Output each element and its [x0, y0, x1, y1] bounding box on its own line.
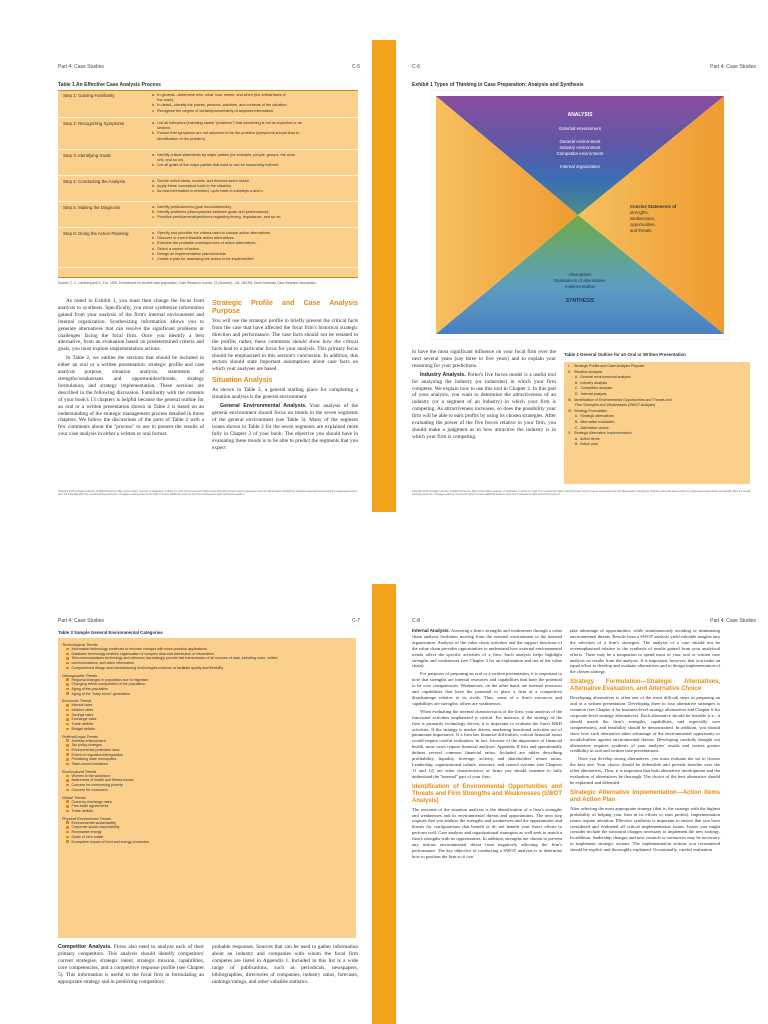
- diagram-label: Alternatives: [568, 272, 592, 277]
- outline-item: V. Strategic Alternative Implementation: [568, 431, 632, 436]
- bullet-icon: [66, 648, 69, 651]
- table-row: [58, 177, 358, 202]
- bullet-icon: [66, 678, 69, 681]
- text-column-right: [212, 944, 358, 987]
- category-item: [62, 788, 352, 793]
- step-item: c. As new information is revealed, cycle back to substeps a and b.: [152, 189, 264, 194]
- paragraph: [412, 372, 556, 441]
- category-item-text: Concern for overcoming poverty: [71, 783, 123, 788]
- text-column-right: [570, 628, 720, 855]
- bullet-icon: [66, 744, 69, 747]
- text-column-right: [212, 296, 358, 453]
- diagram-label: Competitor environment: [556, 151, 604, 156]
- outline-item: D. Internal analysis: [568, 391, 607, 396]
- step-items: [152, 153, 354, 169]
- bullet-icon: [66, 805, 69, 808]
- table-caption: Table 3 Sample General Environmental Categories: [58, 630, 163, 635]
- bullet-icon: [66, 739, 69, 742]
- step-item: e. Design an implementation plan/schedule.: [152, 251, 227, 256]
- category-item-text: Database technology enables organization of complex data and distribution of information: [71, 651, 214, 656]
- category-item-text: Computerized design and manufacturing technologies continue to facilitate quality and flexibility: [71, 665, 224, 670]
- bullet-icon: [66, 758, 69, 761]
- diagram-label: Industry environment: [559, 145, 601, 150]
- step-item: b. Identify problems (discrepancies between goals and performance).: [152, 210, 270, 215]
- step-item: c. Recognize the degree of certainty/uncertainty of acquired information.: [152, 108, 275, 113]
- diagram-label: General environment: [559, 139, 601, 144]
- page-header: [58, 64, 360, 74]
- step-item: d. Select a course of action.: [152, 246, 200, 251]
- copyright-footer: Copyright 2013 Cengage Learning. All Rights Reserved. May not be copied, scanned, or duplicated, in whole or in part. Due to electronic rights, some third party content may be suppressed from the eBook and/or eChapter(s). Editorial review has deemed that any suppressed content does not materially affect the overall learning experience. Cengage Learning reserves the right to remove additional content at any time if subsequent rights restrictions require it.: [58, 490, 358, 497]
- category-item-text: Environmental sustainability: [71, 820, 117, 825]
- step-label: Step 5: Making the Diagnosis: [63, 205, 121, 210]
- section-heading: Identification of Environmental Opportunities and Threats and Firm Strengths and Weaknesses (SWOT Analysis): [412, 783, 562, 804]
- paragraph: Developing alternatives is often one of the most difficult steps in preparing an oral or a written presentation. Developing three to four alternative strategies is common (see Chapter 4 for business-level strategy alternatives and Chapter 6 for corporate-level strategy alternatives). Each alternative should be feasible (i.e., it should match the firm's strengths, capabilities, and especially core competencies), and feasibility should be demonstrated. In addition, you should show how each alternative takes advantage of the environmental opportunity or avoids/buffers against environmental threats. Developing carefully thought out alternatives requires synthesis of your analyses' results and creates greater credibility in oral and written case presentations.: [570, 695, 720, 754]
- text-column-left: [412, 628, 562, 862]
- diagram-label: ANALYSIS: [567, 112, 593, 118]
- step-item: a. Identify critical statements by major parties (for example, people, groups, the work: [152, 153, 295, 157]
- paragraph: After selecting the most appropriate strategy (that is, the strategy with the highest probability of helping your firm in its efforts to earn profits), implementation issues require attention. Effective synthesis is important to ensure that you have considered and evaluated all critical implementation issues. Issues you might consider include the structural changes necessary to implement the new strategy. In addition, leadership changes and new controls or incentives may be necessary to implement strategic actions. The implementation actions you recommend should be explicit and thoroughly explained. Occasionally, careful evaluation: [570, 805, 720, 853]
- step-item: b. Discover or invent feasible action alternatives.: [152, 236, 235, 241]
- outline-item: B. Industry analysis: [568, 380, 608, 385]
- page-c5: [0, 0, 372, 512]
- category-item: [62, 692, 352, 697]
- step-label: Step 2: Recognizing Symptoms: [63, 121, 125, 126]
- diagram-label: weaknesses,: [630, 216, 655, 221]
- paragraph: Once you develop strong alternatives, you must evaluate the set to choose the best one. Your choice should be defensible and provide benefits over the other alternatives. Thus, it is important that both alternative development and the evaluation of alternatives be thorough. The choice of the best alternative should be explained and defended.: [570, 756, 720, 785]
- category-item-text: Extent of regulation/deregulation: [71, 752, 124, 757]
- step-item: a. List all indicators (including stated "problems") that something is not as expected or as: [152, 121, 302, 125]
- category-item: [62, 809, 352, 814]
- step-item: c. Examine the probable consequences of action alternatives.: [152, 241, 257, 246]
- paragraph: probable responses. Sources that can be used to gather information about an industry and companies with whom the focal firm competes are listed in Appendix I. Included in this list is a wide range of publications, such as periodicals, newspapers, bibliographies, directories of companies, industry ratios, forecasts, rankings/ratings, and other valuable statistics.: [212, 944, 358, 985]
- paragraph-text: Firms also need to analyze each of their primary competitors. This analysis should identify competitors' current strategies, strategic intent, strategic mission, capabilities, core competencies, and a competitive response profile (see Chapter 5). This information is useful to the focal firm in formulating an appropriate strategy and in predicting competitors': [58, 944, 204, 985]
- step-items: [152, 205, 354, 221]
- category-item-text: Budget deficits: [71, 726, 96, 731]
- bullet-icon: [66, 810, 69, 813]
- bullet-icon: [66, 667, 69, 670]
- page-header: [58, 618, 360, 628]
- step-items: [152, 121, 354, 142]
- paragraph: As noted in Exhibit 1, you must then change the focus from analysis to synthesis. Specifically, you must synthesize information gained from your analysis of the firm's internal environment and internal organization. Synthesizing information allows you to generate alternatives that can resolve the significant problems or challenges facing the focal firm. Once you identify a best alternative, from an evaluation based on predetermined criteria and goals, you must explore implementation actions.: [58, 298, 204, 353]
- outline-item: IV. Strategy Formulation: [568, 408, 608, 413]
- step-label: Step 1: Gaining Familiarity: [63, 93, 115, 98]
- paragraph: The outcome of the situation analysis is the identification of a firm's strengths and weaknesses and its environmental threats and opportunities. The next step requires that you analyze the strengths and weaknesses and the opportunities and threats for configurations that benefit or do not benefit your firm's efforts to perform well. Case analysts and organizational strategists as well seek to match a firm's strengths with its opportunities. In addition, strengths are chosen to prevent any serious environmental threat from negatively affecting the firm's performance. The key objective of conducting a SWOT analysis is to determine how to position the firm so it can: [412, 806, 562, 859]
- step-item: identification of the problem).: [152, 136, 207, 141]
- category-heading: Global Trends: [62, 795, 86, 800]
- category-heading: Economic Trends: [62, 699, 92, 704]
- paragraph-text: Porter's five forces model is a useful tool for analyzing the industry (or industries) in which your firm competes. We explain how to use this tool in Chapter 2. In this part of your analysis, you want to determine the attractiveness of an industry (or a segment of an industry) in which your firm is competing. As attractiveness increases, so does the possibility your firm will be able to earn profits by using its chosen strategies. After evaluating the power of the five forces relative to your firm, you should make a judgment as to how attractive the industry is in which your firm is competing.: [412, 371, 556, 440]
- bullet-icon: [66, 784, 69, 787]
- header-left: Part 4: Case Studies: [58, 618, 104, 624]
- paragraph: As shown in Table 2, a general starting place for completing a situation analysis is the general environment.: [212, 387, 358, 401]
- bullet-icon: [66, 789, 69, 792]
- bullet-icon: [66, 718, 69, 721]
- outline-item: A. Action items: [568, 436, 600, 441]
- page-separator-vertical-top: [372, 40, 396, 512]
- run-in-heading: Industry Analysis.: [420, 371, 466, 378]
- bullet-icon: [66, 688, 69, 691]
- bullet-icon: [66, 723, 69, 726]
- diagram-label: Concise Statements of: [630, 204, 677, 209]
- step-item: f. Create a plan for assessing the action to be implemented.: [152, 257, 255, 262]
- bullet-icon: [66, 821, 69, 824]
- diagram-label: Evaluations of alternatives: [554, 278, 606, 283]
- step-item: the case).: [152, 98, 174, 103]
- category-item-text: communications, and video information: [71, 661, 134, 666]
- outline-item: C. Alternative choice: [568, 425, 609, 430]
- bullet-icon: [66, 653, 69, 656]
- diagram-label: External environment: [559, 126, 601, 131]
- category-item-text: Privatizing state monopolies: [71, 757, 117, 762]
- page-header: [412, 64, 756, 74]
- section-heading: Strategic Profile and Case Analysis Purpose: [212, 300, 358, 315]
- run-in-heading: Internal Analysis.: [412, 628, 450, 633]
- paragraph: You will use the strategic profile to briefly present the critical facts from the case that have affected the focal firm's historical strategic direction and performance. The case facts should not be restated in the profile; rather, these comments should show how the critical facts lead to a particular focus for your analysis. This primary focus should be emphasized in this section's conclusion. In addition, this section should state important assumptions about case facts on which your analyses are based.: [212, 318, 358, 373]
- bullet-icon: [66, 763, 69, 766]
- category-item-text: Environmental protection laws: [71, 747, 120, 752]
- header-right: C-7: [351, 618, 360, 624]
- outline-item: C. Competitor analysis: [568, 386, 613, 391]
- paragraph-text: Your analysis of the general environment should focus on trends in the seven segments of the general environment (see Table 3). Many of the segment issues shown in Table 3 for the seven segments are explained more fully in Chapter 2 of your book. The objective you should have in evaluating these trends is to be able to predict the segments that you expect: [212, 403, 358, 451]
- step-label: Step 6: Doing the Action Planning: [63, 231, 129, 236]
- category-item-text: Exchange rates: [71, 717, 97, 722]
- category-item-text: Trade deficits: [71, 808, 93, 813]
- category-item-text: Savings rates: [71, 712, 94, 717]
- paragraph: [212, 403, 358, 451]
- analysis-synthesis-diagram: [430, 90, 730, 340]
- bullet-icon: [66, 709, 69, 712]
- text-column-left: [58, 944, 204, 987]
- category-item: [62, 666, 352, 671]
- outline-item: B. Action plan: [568, 442, 598, 447]
- category-item-text: Antitrust enforcement: [71, 738, 106, 743]
- step-item: a. Identify predicaments (goal inconsistencies).: [152, 205, 232, 209]
- category-item: [62, 762, 352, 767]
- bullet-icon: [66, 714, 69, 717]
- diagram-label: Implementation: [564, 284, 596, 289]
- header-right: Part 4: Case Studies: [710, 64, 756, 70]
- category-item-text: Tax policy changes: [71, 743, 102, 748]
- table-row: [58, 229, 358, 268]
- step-item: b. Ensure that symptoms are not assumed to be the problem (symptoms should lead to: [152, 131, 300, 136]
- step-label: Step 3: Identifying Goals: [63, 153, 111, 158]
- category-heading: Sociocultural Trends: [62, 769, 97, 774]
- step-label: Step 4: Conducting the Analysis: [63, 179, 125, 184]
- table-caption: Table 1 An Effective Case Analysis Process: [58, 82, 161, 88]
- category-item-text: Free-trade agreements: [71, 804, 109, 809]
- table-row: [58, 203, 358, 228]
- step-item: b. List all goals of the major parties that exist or can be reasonably inferred.: [152, 163, 280, 168]
- paragraph: For purposes of preparing an oral or a written presentation, it is important to note that strengths are internal resources and capabilities that have the potential to be core competencies. Weaknesses, on the other hand, are internal resources and capabilities that have the potential to place a firm at a competitive disadvantage relative to its rivals. Thus, some of a firm's resources and capabilities are strengths; others are weaknesses.: [412, 671, 562, 706]
- bullet-icon: [66, 683, 69, 686]
- diagram-label: and threats: [630, 228, 652, 233]
- bullet-icon: [66, 704, 69, 707]
- category-heading: Political/Legal Trends: [62, 734, 99, 739]
- page-c7: [0, 584, 372, 1024]
- step-item: unit, and so on).: [152, 158, 185, 163]
- table-row: [58, 91, 358, 118]
- step-item: b. Apply these conceptual tools to the situation.: [152, 184, 233, 189]
- step-item: a. Decide which ideas, models, and theories seem useful.: [152, 179, 250, 183]
- page-separator-vertical-bottom: [372, 584, 396, 1024]
- outline-item: B. Alternative evaluation: [568, 419, 615, 424]
- step-item: b. In detail—identify the places, persons, activities, and contexts of the situation.: [152, 103, 288, 108]
- diagram-label: opportunities,: [630, 222, 656, 227]
- category-heading: Technological Trends: [62, 643, 98, 647]
- category-item-text: Aging of the population: [71, 686, 109, 691]
- page-c6: [396, 0, 768, 512]
- bullet-icon: [66, 728, 69, 731]
- category-item-text: Renewable energy: [71, 830, 102, 835]
- step-item: a. Specify and prioritize the criteria used to choose action alternatives.: [152, 231, 271, 235]
- exhibit-caption: Exhibit 1 Types of Thinking in Case Preparation: Analysis and Synthesis: [412, 82, 584, 88]
- outline-item: I. Strategic Profile and Case Analysis Purpose: [568, 364, 645, 368]
- page-header: [412, 618, 756, 628]
- category-item-text: Currency exchange rates: [71, 799, 112, 804]
- case-analysis-table: [58, 90, 358, 278]
- outline-item: A. General environmental analysis: [568, 375, 631, 380]
- category-item-text: Corporate social responsibility: [71, 825, 120, 830]
- bullet-icon: [66, 826, 69, 829]
- header-left: Part 4: Case Studies: [58, 64, 104, 70]
- bullet-icon: [66, 753, 69, 756]
- header-left: C-8: [412, 618, 421, 624]
- step-item: desired.: [152, 126, 171, 131]
- table-row: [58, 151, 358, 176]
- bullet-icon: [66, 836, 69, 839]
- category-item-text: Ecosystem impact of food and energy production: [71, 839, 150, 844]
- environmental-categories-table: [58, 638, 356, 938]
- section-heading: Strategic Alternative Implementation—Action Items and Action Plan: [570, 789, 720, 803]
- bullet-icon: [66, 749, 69, 752]
- table-caption: Table 2 General Outline for an Oral or Written Presentation: [564, 352, 686, 357]
- bullet-icon: [66, 775, 69, 778]
- category-item-text: Telecommunications technology and networks increasingly provide fast transmission of all sources of data, including voice, written: [71, 656, 278, 661]
- paragraph: [58, 944, 204, 985]
- table-row: [58, 119, 358, 150]
- category-item: [62, 727, 352, 732]
- bullet-icon: [66, 692, 69, 695]
- page-c8: [396, 584, 768, 1024]
- diagram-label: strengths,: [630, 210, 649, 215]
- category-item-text: Interest rates: [71, 703, 93, 708]
- category-item-text: Aging of the "baby boom" generation: [71, 691, 130, 696]
- section-heading: Strategy Formulation—Strategic Alternatives, Alternative Evaluation, and Alternative Choice: [570, 679, 720, 693]
- section-heading: Situation Analysis: [212, 377, 273, 385]
- category-item-text: Women in the workforce: [71, 773, 111, 778]
- step-item: c. Prioritize predicaments/problems regarding timing, importance, and so on.: [152, 215, 282, 220]
- step-item: a. In general—determine who, what, how, where, and when (the critical facts of: [152, 93, 286, 97]
- bullet-icon: [66, 662, 69, 665]
- diagram-label: SYNTHESIS: [565, 298, 595, 304]
- text-column-left: [412, 349, 556, 443]
- bullet-icon: [66, 779, 69, 782]
- step-items: [152, 231, 354, 262]
- category-item-text: Inflation rates: [71, 708, 94, 713]
- run-in-heading: General Environmental Analysis.: [220, 403, 307, 410]
- bullet-icon: [66, 831, 69, 834]
- category-item-text: Goals of zero waste: [71, 834, 104, 839]
- bullet-icon: [66, 800, 69, 803]
- category-item-text: Concern for customers: [71, 787, 108, 792]
- run-in-heading: Competitor Analysis.: [58, 944, 112, 950]
- paragraph: take advantage of opportunities, while simultaneously avoiding or minimizing environmental threats. Results from a SWOT analysis yield valuable insights into the selection of a firm's strategies. The analysis of a case should not be overemphasized relative to the synthesis of results gained from your analytical efforts. There may be a temptation to spend most of your oral or written case analysis on results from the analysis. It is important, however, that you make an equal effort to develop and evaluate alternatives and to design implementation of the chosen strategy.: [570, 628, 720, 675]
- category-item-text: State-owned industries: [71, 762, 109, 767]
- paragraph: [412, 628, 562, 669]
- bullet-icon: [66, 657, 69, 660]
- category-item-text: Changing ethnic composition of the population: [71, 682, 146, 687]
- paragraph: When evaluating the internal characteristics of the firm, your analysis of the functional activities emphasized is critical. For instance, if the strategy of the firm is primarily technology driven, it is important to evaluate the firm's R&D activities. If the strategy is market driven, marketing functional activities are of paramount importance. If a firm has financial difficulties, critical financial ratios would require careful evaluation. In fact, because of the importance of financial health, most cases require financial analyses. Appendix II lists and operationally defines several common financial ratios. Included are tables describing profitability, liquidity, leverage, activity, and shareholders' return ratios. Leadership, organizational culture, structure, and control systems (see Chapters 11 and 12) are other characteristics of firms you should examine to fully understand the "internal" part of your firm.: [412, 708, 562, 779]
- header-right: C-5: [351, 64, 360, 70]
- text-column-left: [58, 298, 204, 440]
- category-item-text: Information technology continues to become cheaper with more practical applications: [71, 647, 207, 651]
- source-note: Source: C. C. Lundberg and C. Enz, 1993, A framework for student case preparation, Case Research Journal, 13 (Summer): 144. NACRA, North American Case Research Association.: [58, 281, 317, 285]
- header-right: Part 4: Case Studies: [710, 618, 756, 624]
- outline-item: Firm Strengths and Weaknesses (SWOT Analysis): [568, 403, 656, 408]
- outline-item: III. Identification of Environmental Opportunities and Threats and: [568, 397, 672, 402]
- outline-item: II. Situation Analysis: [568, 369, 603, 374]
- presentation-outline-table: [564, 362, 750, 484]
- bullet-icon: [66, 840, 69, 843]
- category-item-text: Regional changes in population due to migration: [71, 677, 149, 682]
- category-heading: Demographic Trends: [62, 673, 98, 678]
- category-heading: Physical Environment Trends: [62, 816, 112, 821]
- paragraph: to have the most significant influence on your focal firm over the next several years (say three to five years) and to explain your reasoning for your predictions.: [412, 349, 556, 369]
- category-item-text: Trade deficits: [71, 722, 93, 727]
- diagram-label: Internal organization: [560, 164, 600, 169]
- step-items: [152, 179, 354, 195]
- outline-item: A. Strategic alternatives: [568, 414, 614, 419]
- copyright-footer: Copyright 2013 Cengage Learning. All Rights Reserved. May not be copied, scanned, or duplicated, in whole or in part. Due to electronic rights, some third party content may be suppressed from the eBook and/or eChapter(s). Editorial review has deemed that any suppressed content does not materially affect the overall learning experience. Cengage Learning reserves the right to remove additional content at any time if subsequent rights restrictions require it.: [412, 490, 751, 497]
- category-item: [62, 840, 352, 845]
- category-item-text: Awareness of health and fitness issues: [71, 778, 134, 783]
- step-items: [152, 93, 354, 114]
- header-left: C-6: [412, 64, 421, 70]
- paragraph-text: Assessing a firm's strengths and weaknesses through a value chain analysis facilitates moving from the external environment to the internal organization. Analysis of the value chain activities and the support functions of the value chain provides opportunities to understand how external environmental trends affect the specific activities of a firm. Such analysis helps highlight strengths and weaknesses (see Chapter 3 for an explanation and use of the value chain).: [412, 628, 562, 669]
- paragraph: In Table 2, we outline the sections that should be included in either an oral or a written presentation: strategic profile and case analysis purpose, situation analysis, statements of strengths/weaknesses and opportunities/threats, strategy formulation, and strategy implementation. These sections are described in the following discussion. Familiarity with the contents of your book's 13 chapters is helpful because the general outline for an oral or a written presentation shown in Table 2 is based on an understanding of the strategic management process detailed in those chapters. We follow the discussions of the parts of Table 2 with a few comments about the "process" to use to present the results of your case analysis in either a written or oral format.: [58, 355, 204, 438]
